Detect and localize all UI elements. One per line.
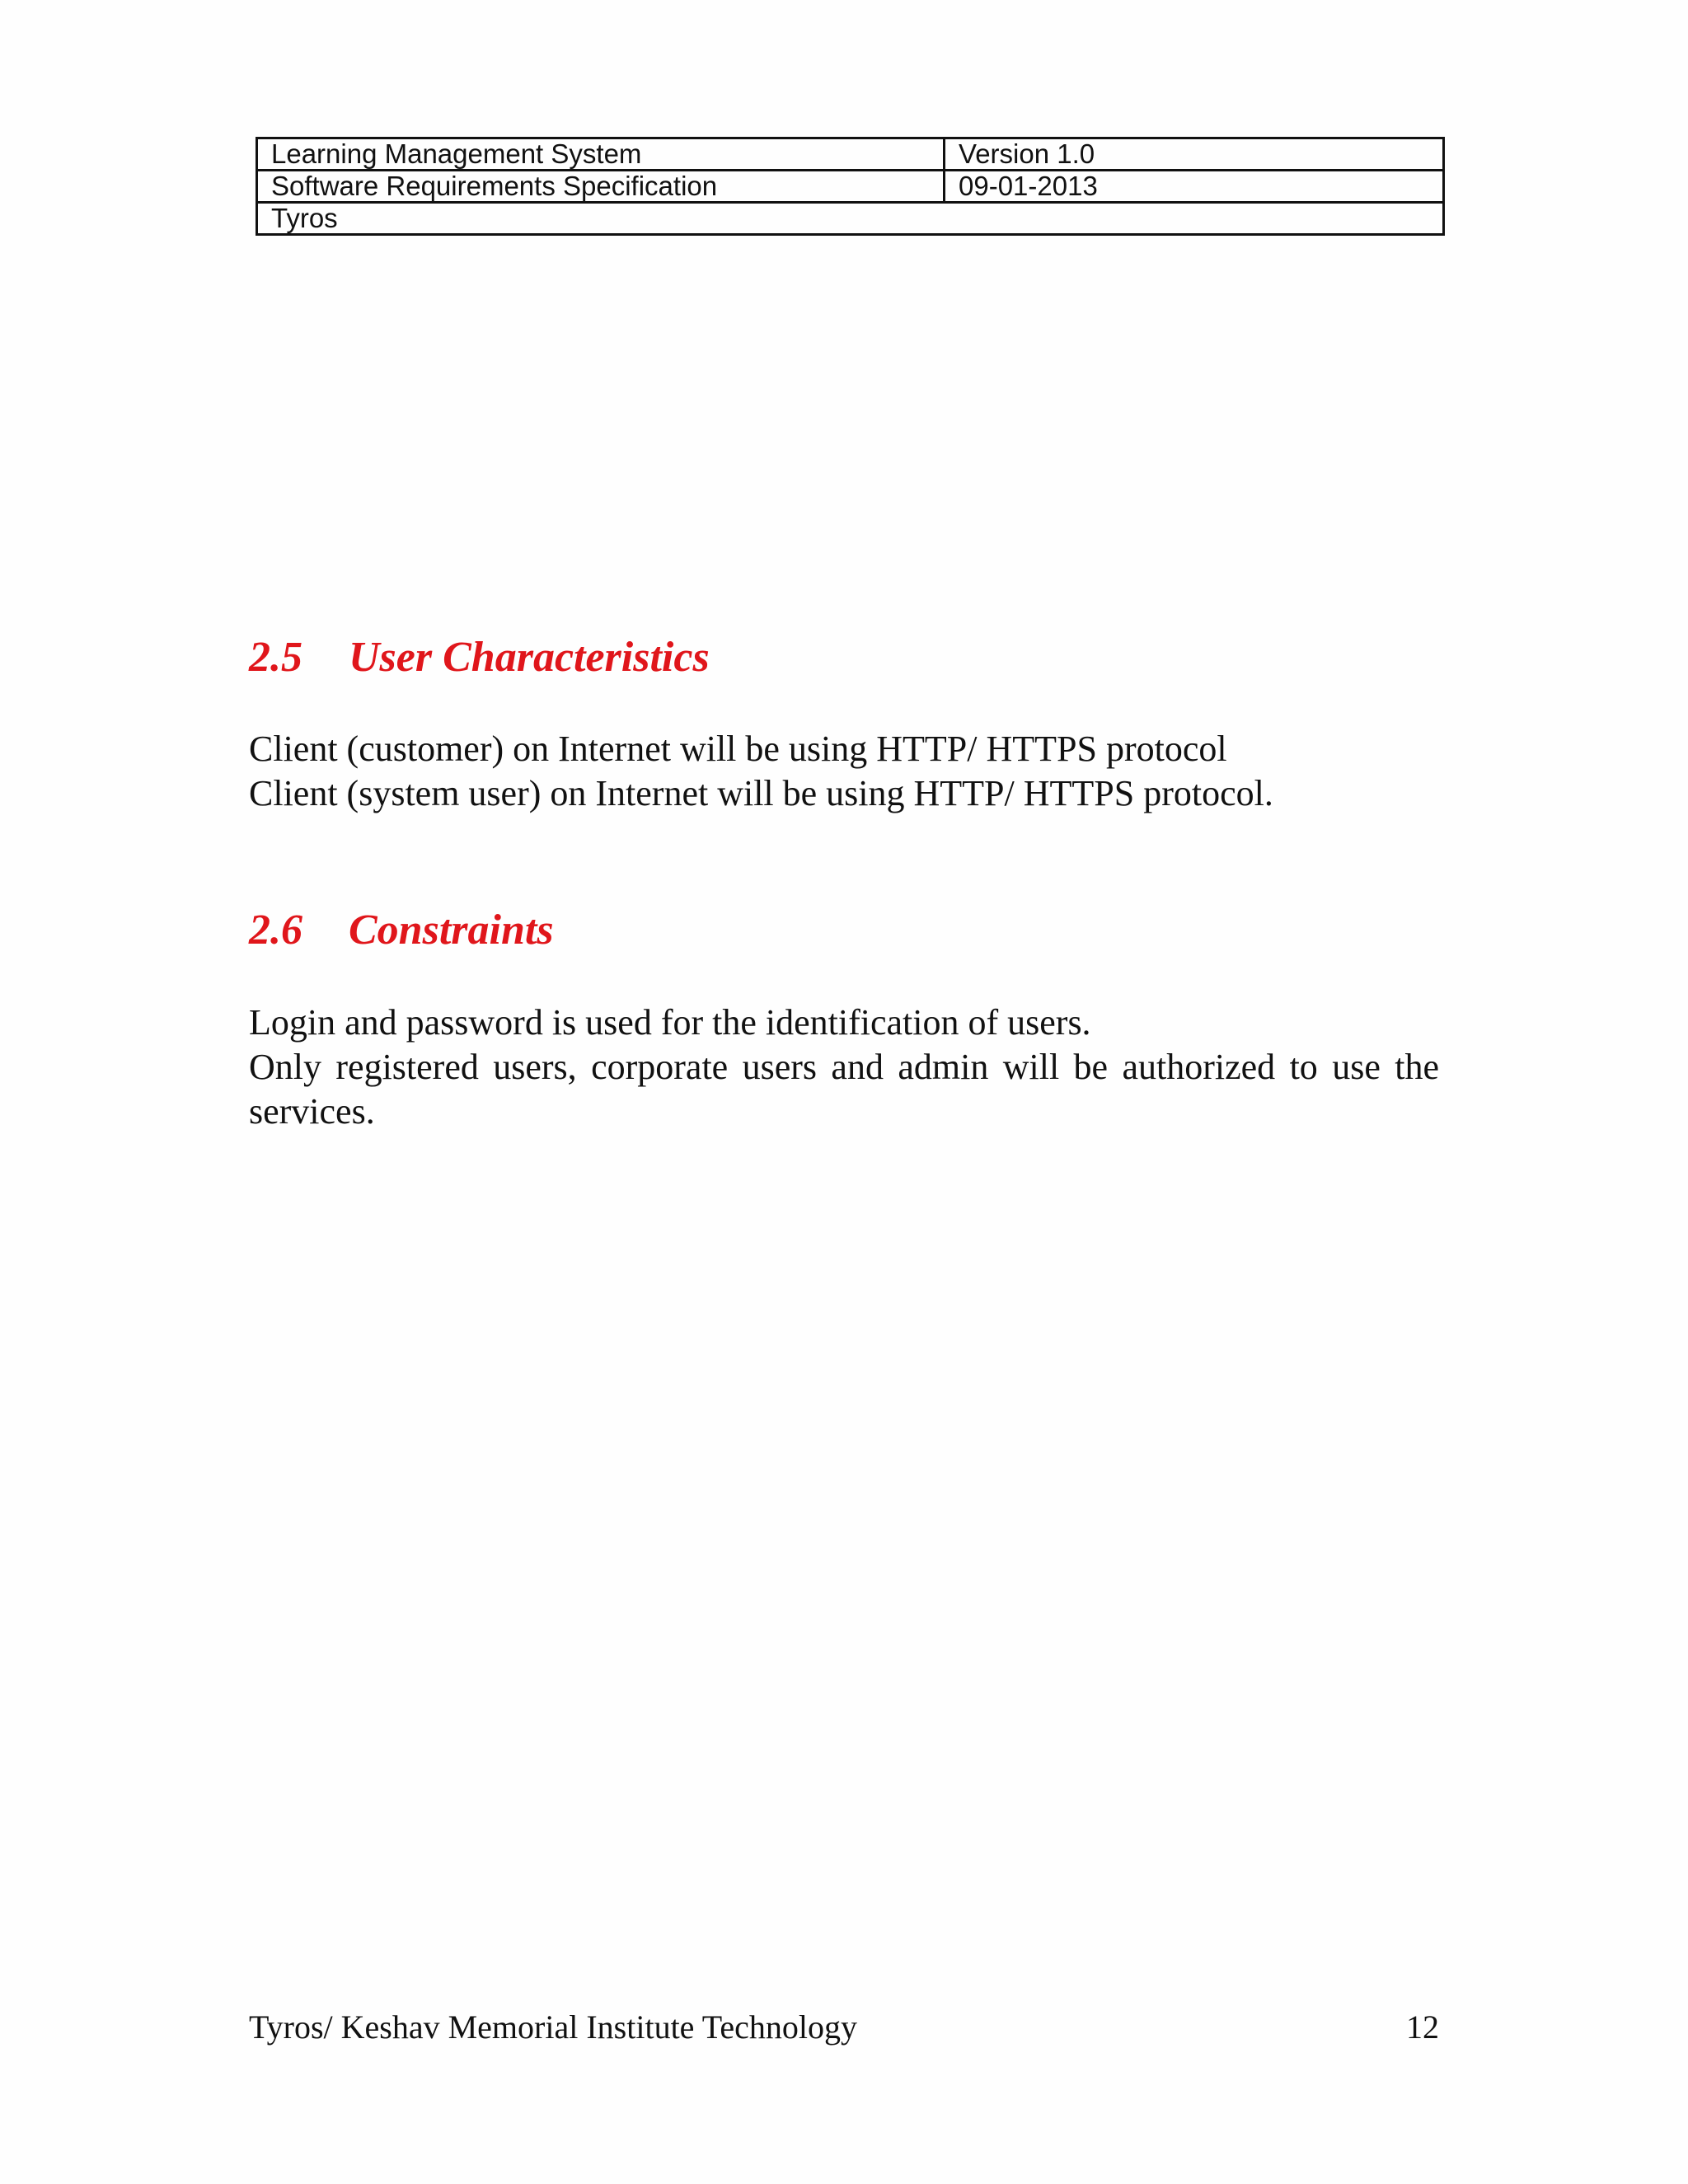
section-number: 2.5 <box>249 634 302 681</box>
paragraph: Client (customer) on Internet will be using HTTP/ HTTPS protocol <box>249 729 1227 769</box>
header-cell-document-type: Software Requirements Specification <box>257 171 945 203</box>
section-body-constraints <box>249 1001 1439 1134</box>
section-title: Constraints <box>349 907 554 954</box>
header-row <box>257 171 1444 203</box>
paragraph: Login and password is used for the identification of users. <box>249 1002 1091 1043</box>
section-heading-user-characteristics <box>249 633 710 682</box>
document-header-table <box>256 137 1445 236</box>
header-cell-team: Tyros <box>257 203 1444 235</box>
page-number: 12 <box>1406 2008 1439 2046</box>
section-heading-constraints <box>249 906 554 954</box>
section-body-user-characteristics <box>249 727 1439 816</box>
header-cell-system-name: Learning Management System <box>257 138 945 171</box>
section-title: User Characteristics <box>349 634 710 681</box>
page-footer <box>249 2008 1439 2046</box>
footer-institute: Tyros/ Keshav Memorial Institute Technology <box>249 2008 857 2046</box>
header-row <box>257 138 1444 171</box>
header-cell-version: Version 1.0 <box>945 138 1444 171</box>
section-number: 2.6 <box>249 907 302 954</box>
paragraph: Client (system user) on Internet will be using HTTP/ HTTPS protocol. <box>249 773 1273 813</box>
header-row <box>257 203 1444 235</box>
paragraph: Only registered users, corporate users and admin will be authorized to use the services. <box>249 1047 1439 1132</box>
header-cell-date: 09-01-2013 <box>945 171 1444 203</box>
